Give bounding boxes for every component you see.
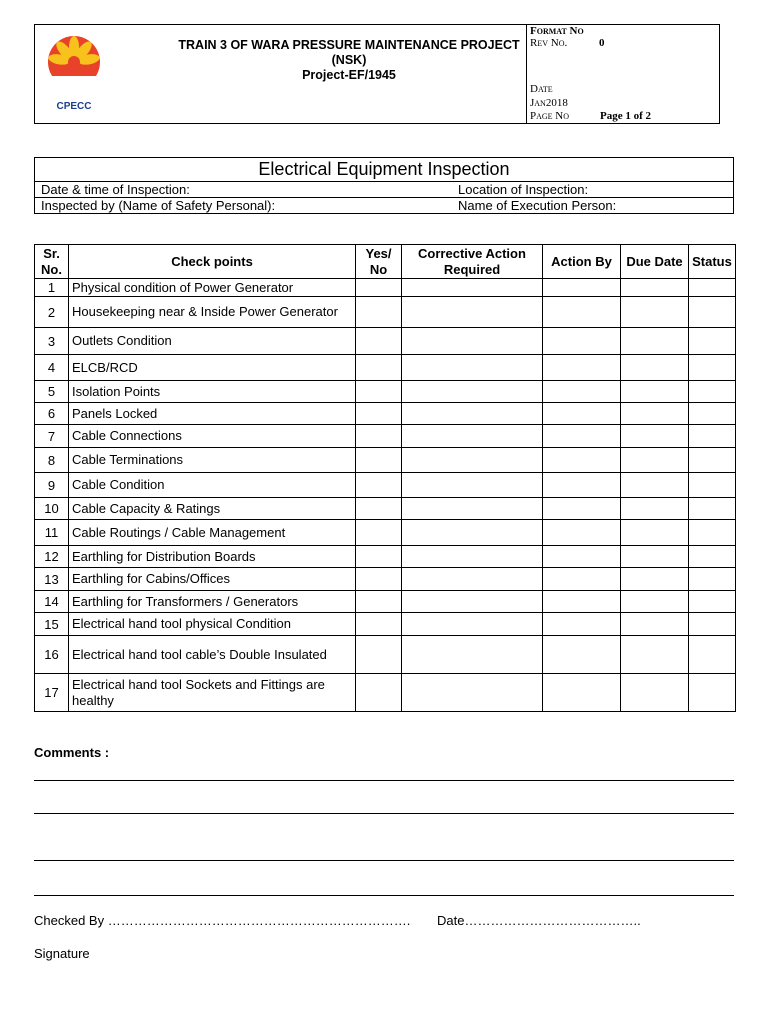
checked-date-field[interactable]: Date………………………………….. [437,913,641,928]
project-title-line2: (NSK) [331,53,367,67]
yes-no-cell[interactable] [356,498,402,520]
table-row [35,613,736,636]
row-check-point: Housekeeping near & Inside Power Generator [69,297,356,328]
location-of-inspection-field[interactable]: Location of Inspection: [452,182,734,198]
status-cell[interactable] [689,328,736,355]
yes-no-cell[interactable] [356,381,402,403]
row-check-point: Cable Condition [69,473,356,498]
table-row [35,636,736,674]
execution-person-field[interactable]: Name of Execution Person: [452,198,734,214]
action-by-cell[interactable] [543,279,621,297]
row-sr-no: 7 [35,425,69,448]
yes-no-cell[interactable] [356,403,402,425]
col-header-check-points: Check points [69,245,356,279]
inspection-checklist-table [34,244,736,712]
corrective-action-cell[interactable] [402,546,543,568]
due-date-cell[interactable] [621,591,689,613]
format-no-label: Format No [530,25,584,37]
yes-no-cell[interactable] [356,568,402,591]
checklist-body [35,279,736,712]
row-sr-no: 5 [35,381,69,403]
yes-no-cell[interactable] [356,297,402,328]
comments-label: Comments : [34,745,110,760]
corrective-action-cell[interactable] [402,355,543,381]
yes-no-cell[interactable] [356,279,402,297]
table-row [35,473,736,498]
table-row [35,674,736,712]
row-sr-no: 13 [35,568,69,591]
row-sr-no: 8 [35,448,69,473]
corrective-action-cell[interactable] [402,473,543,498]
action-by-cell[interactable] [543,448,621,473]
project-title-line3: Project-EF/1945 [302,68,396,82]
table-row [35,591,736,613]
corrective-action-cell[interactable] [402,425,543,448]
action-by-cell[interactable] [543,355,621,381]
due-date-cell[interactable] [621,613,689,636]
project-title-line1: TRAIN 3 OF WARA PRESSURE MAINTENANCE PROJECT [178,38,520,52]
corrective-action-cell[interactable] [402,403,543,425]
due-date-cell[interactable] [621,568,689,591]
row-sr-no: 16 [35,636,69,674]
row-sr-no: 17 [35,674,69,712]
due-date-cell[interactable] [621,403,689,425]
row-check-point: Earthling for Distribution Boards [69,546,356,568]
table-row [35,297,736,328]
status-cell[interactable] [689,498,736,520]
due-date-cell[interactable] [621,355,689,381]
comments-line[interactable] [34,895,734,896]
rev-no-value: 0 [599,37,605,49]
row-check-point: Electrical hand tool cable’s Double Insulated [69,636,356,674]
status-cell[interactable] [689,568,736,591]
row-check-point: Panels Locked [69,403,356,425]
row-sr-no: 9 [35,473,69,498]
comments-line[interactable] [34,860,734,861]
row-check-point: Physical condition of Power Generator [69,279,356,297]
yes-no-cell[interactable] [356,591,402,613]
status-cell[interactable] [689,448,736,473]
status-cell[interactable] [689,355,736,381]
table-row [35,425,736,448]
row-check-point: Cable Routings / Cable Management [69,520,356,546]
table-row [35,328,736,355]
action-by-cell[interactable] [543,613,621,636]
row-sr-no: 11 [35,520,69,546]
col-header-due-date: Due Date [621,245,689,279]
row-check-point: Electrical hand tool Sockets and Fittings are healthy [69,674,356,712]
action-by-cell[interactable] [543,636,621,674]
corrective-action-cell[interactable] [402,448,543,473]
action-by-cell[interactable] [543,546,621,568]
comments-line[interactable] [34,813,734,814]
table-row [35,381,736,403]
action-by-cell[interactable] [543,520,621,546]
status-cell[interactable] [689,613,736,636]
action-by-cell[interactable] [543,328,621,355]
due-date-cell[interactable] [621,279,689,297]
document-meta [526,25,721,123]
row-sr-no: 3 [35,328,69,355]
row-check-point: Cable Terminations [69,448,356,473]
yes-no-cell[interactable] [356,520,402,546]
row-check-point: Earthling for Cabins/Offices [69,568,356,591]
yes-no-cell[interactable] [356,328,402,355]
due-date-cell[interactable] [621,381,689,403]
yes-no-cell[interactable] [356,425,402,448]
yes-no-cell[interactable] [356,448,402,473]
inspection-info-table [34,157,734,214]
due-date-cell[interactable] [621,297,689,328]
col-header-action-by: Action By [543,245,621,279]
page-no-value: Page 1 of 2 [600,110,652,122]
cpecc-logo [37,29,111,115]
date-value: Jan2018 [530,97,568,109]
due-date-cell[interactable] [621,546,689,568]
corrective-action-cell[interactable] [402,568,543,591]
row-sr-no: 6 [35,403,69,425]
due-date-cell[interactable] [621,328,689,355]
document-header [34,24,720,124]
action-by-cell[interactable] [543,297,621,328]
row-sr-no: 14 [35,591,69,613]
row-sr-no: 1 [35,279,69,297]
action-by-cell[interactable] [543,591,621,613]
row-check-point: Isolation Points [69,381,356,403]
row-sr-no: 2 [35,297,69,328]
due-date-cell[interactable] [621,473,689,498]
due-date-cell[interactable] [621,674,689,712]
page-no-label: Page No [530,110,570,122]
table-header-row [35,245,736,279]
corrective-action-cell[interactable] [402,591,543,613]
col-header-sr-no: Sr. No. [35,245,69,279]
action-by-cell[interactable] [543,674,621,712]
table-row [35,355,736,381]
date-time-of-inspection-field[interactable]: Date & time of Inspection: [35,182,453,198]
yes-no-cell[interactable] [356,674,402,712]
action-by-cell[interactable] [543,568,621,591]
inspected-by-field[interactable]: Inspected by (Name of Safety Personal): [35,198,453,214]
table-row [35,568,736,591]
col-header-yes-no: Yes/ No [356,245,402,279]
rev-no-label: Rev No. [530,37,568,49]
table-row [35,546,736,568]
action-by-cell[interactable] [543,403,621,425]
due-date-cell[interactable] [621,448,689,473]
row-check-point: Cable Capacity & Ratings [69,498,356,520]
due-date-cell[interactable] [621,498,689,520]
corrective-action-cell[interactable] [402,279,543,297]
corrective-action-cell[interactable] [402,613,543,636]
corrective-action-cell[interactable] [402,328,543,355]
action-by-cell[interactable] [543,498,621,520]
yes-no-cell[interactable] [356,636,402,674]
corrective-action-cell[interactable] [402,381,543,403]
row-sr-no: 10 [35,498,69,520]
yes-no-cell[interactable] [356,613,402,636]
checked-by-field[interactable]: Checked By ……………………………………………………………. [34,913,411,928]
form-heading: Electrical Equipment Inspection [35,158,734,182]
corrective-action-cell[interactable] [402,674,543,712]
row-check-point: ELCB/RCD [69,355,356,381]
due-date-cell[interactable] [621,520,689,546]
status-cell[interactable] [689,636,736,674]
table-row [35,498,736,520]
row-check-point: Cable Connections [69,425,356,448]
status-cell[interactable] [689,403,736,425]
yes-no-cell[interactable] [356,473,402,498]
status-cell[interactable] [689,591,736,613]
project-title [169,38,529,83]
status-cell[interactable] [689,425,736,448]
yes-no-cell[interactable] [356,546,402,568]
row-check-point: Electrical hand tool physical Condition [69,613,356,636]
status-cell[interactable] [689,473,736,498]
status-cell[interactable] [689,546,736,568]
status-cell[interactable] [689,297,736,328]
status-cell[interactable] [689,279,736,297]
row-sr-no: 15 [35,613,69,636]
action-by-cell[interactable] [543,425,621,448]
due-date-cell[interactable] [621,425,689,448]
comments-line[interactable] [34,780,734,781]
yes-no-cell[interactable] [356,355,402,381]
corrective-action-cell[interactable] [402,636,543,674]
status-cell[interactable] [689,674,736,712]
table-row [35,448,736,473]
table-row [35,520,736,546]
col-header-status: Status [689,245,736,279]
table-row [35,403,736,425]
corrective-action-cell[interactable] [402,520,543,546]
corrective-action-cell[interactable] [402,498,543,520]
due-date-cell[interactable] [621,636,689,674]
row-check-point: Earthling for Transformers / Generators [69,591,356,613]
row-sr-no: 4 [35,355,69,381]
corrective-action-cell[interactable] [402,297,543,328]
action-by-cell[interactable] [543,473,621,498]
logo-text: CPECC [56,101,92,112]
status-cell[interactable] [689,520,736,546]
status-cell[interactable] [689,381,736,403]
row-check-point: Outlets Condition [69,328,356,355]
col-header-corrective-action: Corrective Action Required [402,245,543,279]
date-label: Date [530,83,553,95]
action-by-cell[interactable] [543,381,621,403]
signature-field[interactable]: Signature [34,946,90,961]
table-row [35,279,736,297]
row-sr-no: 12 [35,546,69,568]
